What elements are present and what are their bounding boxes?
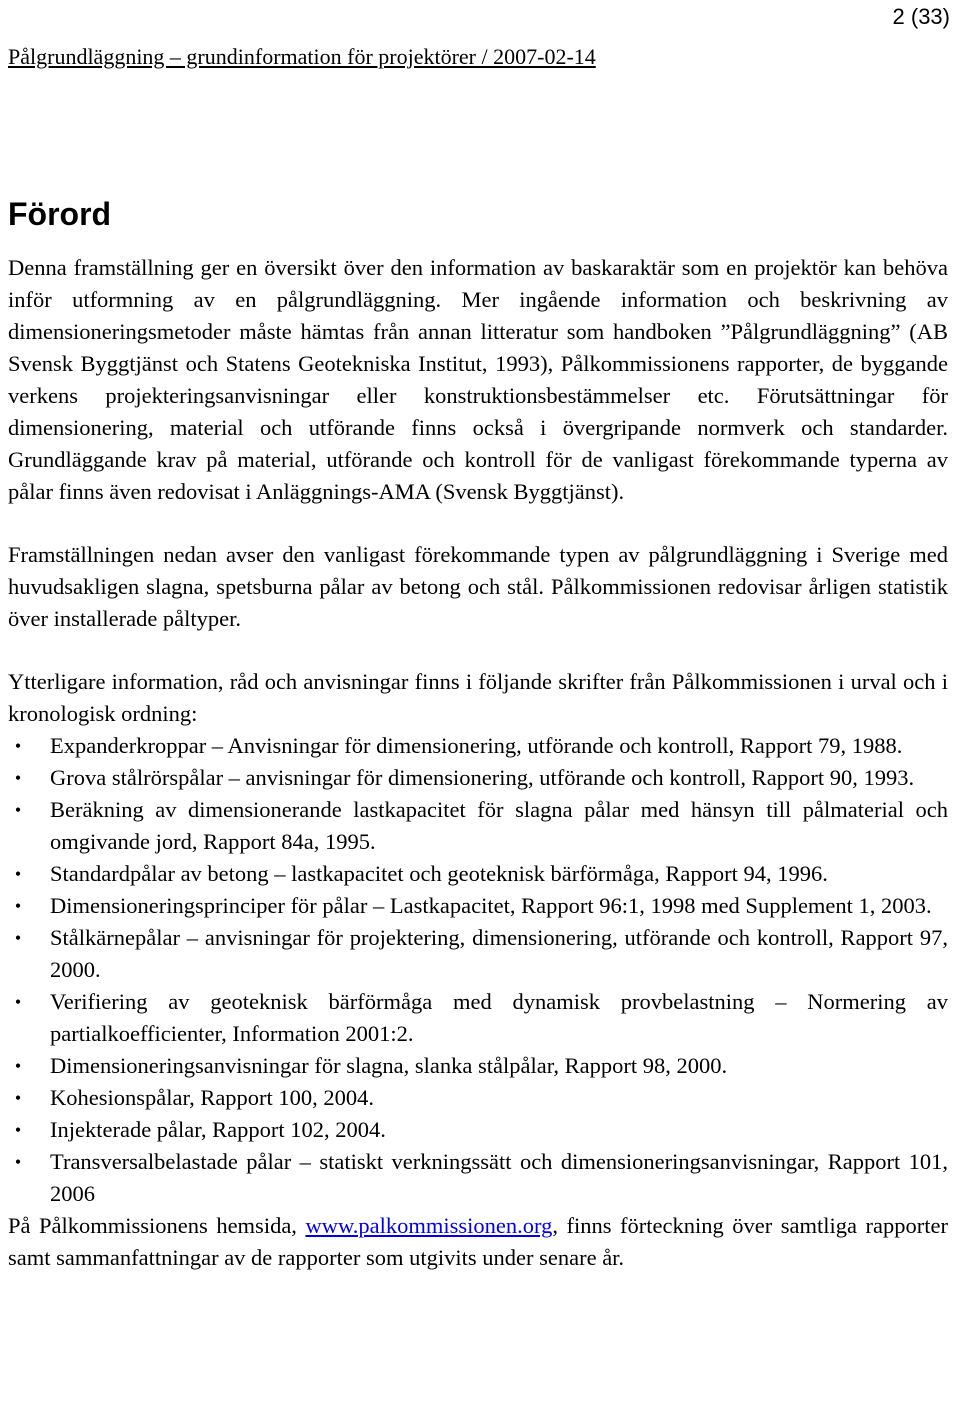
reference-item [8, 890, 948, 922]
bullet-icon: • [14, 736, 22, 756]
bullet-icon: • [14, 1088, 22, 1108]
bullet-icon: • [14, 992, 22, 1012]
bullet-icon: • [14, 928, 22, 948]
reference-item [8, 730, 948, 762]
reference-item [8, 1146, 948, 1210]
reference-text: Standardpålar av betong – lastkapacitet och geoteknisk bärförmåga, Rapport 94, 1996. [50, 861, 828, 886]
closing-text-after: , finns förteckning över samtliga rapporter samt sammanfattningar av de rapporter som utgivits under senare år. [8, 1213, 948, 1270]
reference-item [8, 922, 948, 986]
section-heading: Förord [8, 196, 112, 232]
reference-text: Stålkärnepålar – anvisningar för projektering, dimensionering, utförande och kontroll, Rapport 97, 2000. [50, 925, 948, 982]
bullet-icon: • [14, 1056, 22, 1076]
reference-item [8, 1082, 948, 1114]
reference-text: Beräkning av dimensionerande lastkapacitet för slagna pålar med hänsyn till pålmaterial och omgivande jord, Rapport 84a, 1995. [50, 797, 948, 854]
bullet-icon: • [14, 800, 22, 820]
reference-item [8, 1114, 948, 1146]
reference-item [8, 794, 948, 858]
paragraph-scope: Framställningen nedan avser den vanligast förekommande typen av pålgrundläggning i Sverige med huvudsakligen slagna, spetsburna pålar av betong och stål. Pålkommissionen redovisar årligen statistik över installerade påltyper. [8, 542, 948, 631]
reference-text: Transversalbelastade pålar – statiskt verkningssätt och dimensioneringsanvisningar, Rapport 101, 2006 [50, 1149, 948, 1206]
reference-item [8, 1050, 948, 1082]
reference-text: Kohesionspålar, Rapport 100, 2004. [50, 1085, 375, 1110]
running-header: Pålgrundläggning – grundinformation för projektörer / 2007-02-14 [8, 44, 596, 69]
reference-list [8, 730, 948, 1210]
reference-text: Injekterade pålar, Rapport 102, 2004. [50, 1117, 386, 1142]
reference-text: Dimensioneringsanvisningar för slagna, slanka stålpålar, Rapport 98, 2000. [50, 1053, 728, 1078]
reference-item [8, 986, 948, 1050]
closing-text-before: På Pålkommissionens hemsida, [8, 1213, 306, 1238]
website-link[interactable]: www.palkommissionen.org [305, 1213, 553, 1238]
bullet-icon: • [14, 1152, 22, 1172]
document-body [8, 252, 948, 1274]
closing-paragraph [8, 1210, 948, 1274]
reference-item [8, 858, 948, 890]
bullet-icon: • [14, 1120, 22, 1140]
bullet-icon: • [14, 864, 22, 884]
reference-text: Dimensioneringsprinciper för pålar – Lastkapacitet, Rapport 96:1, 1998 med Supplement 1, 2003. [50, 893, 932, 918]
reference-text: Expanderkroppar – Anvisningar för dimensionering, utförande och kontroll, Rapport 79, 1988. [50, 733, 903, 758]
page-number: 2 (33) [892, 4, 950, 29]
paragraph-intro: Denna framställning ger en översikt över den information av baskaraktär som en projektör kan behöva inför utformning av en pålgrundläggning. Mer ingående information och beskrivning av dimensioneringsmetoder måste hämtas från annan litteratur som handboken ”Pålgrundläggning” (AB Svensk Byggtjänst och Statens Geotekniska Institut, 1993), Pålkommissionens rapporter, de byggande verkens projekteringsanvisningar eller konstruktionsbestämmelser etc. Förutsättningar för dimensionering, material och utförande finns också i övergripande normverk och standarder. Grundläggande krav på material, utförande och kontroll för de vanligast förekommande typerna av pålar finns även redovisat i Anläggnings-AMA (Svensk Byggtjänst). [8, 255, 948, 504]
reference-text: Verifiering av geoteknisk bärförmåga med dynamisk provbelastning – Normering av partialkoefficienter, Information 2001:2. [50, 989, 948, 1046]
bullet-icon: • [14, 896, 22, 916]
reference-item [8, 762, 948, 794]
paragraph-references-intro: Ytterligare information, råd och anvisningar finns i följande skrifter från Pålkommissionen i urval och i kronologisk ordning: [8, 669, 948, 726]
bullet-icon: • [14, 768, 22, 788]
reference-text: Grova stålrörspålar – anvisningar för dimensionering, utförande och kontroll, Rapport 90, 1993. [50, 765, 915, 790]
